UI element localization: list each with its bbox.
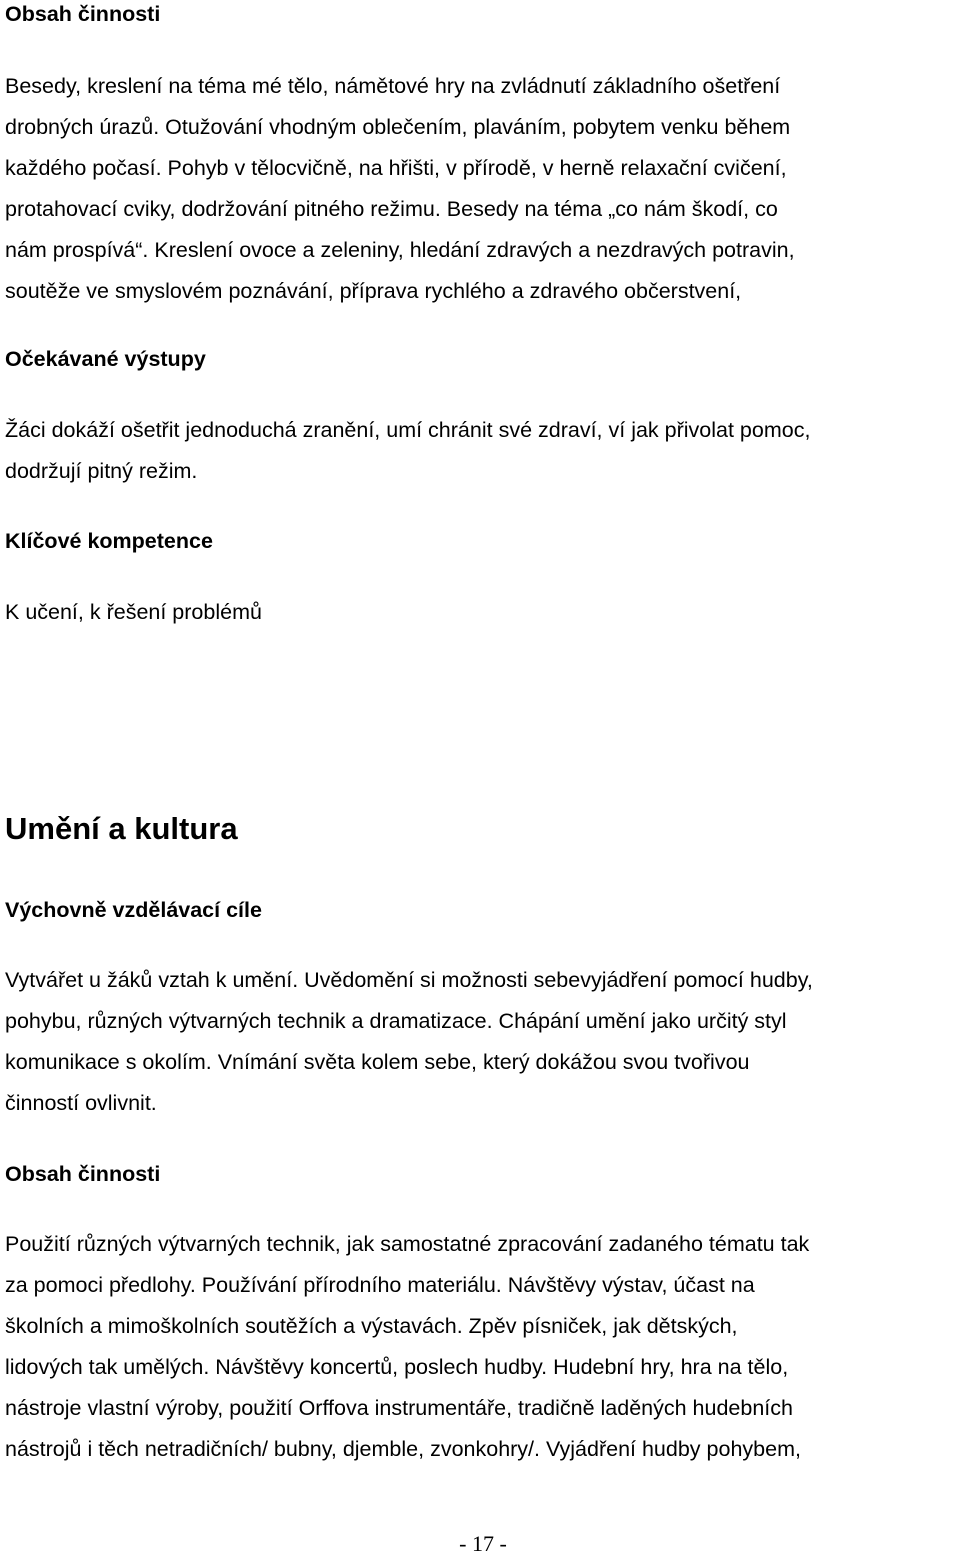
- paragraph-line: drobných úrazů. Otužování vhodným oblečením, plaváním, pobytem venku během: [5, 115, 791, 139]
- outputs-heading: Očekávané výstupy: [5, 347, 206, 371]
- paragraph-line: za pomoci předlohy. Používání přírodního materiálu. Návštěvy výstav, účast na: [5, 1273, 755, 1297]
- paragraph-line: nám prospívá“. Kreslení ovoce a zeleniny, hledání zdravých a nezdravých potravin,: [5, 238, 795, 262]
- paragraph-line: dodržují pitný režim.: [5, 459, 198, 483]
- outputs-paragraph: [5, 410, 810, 492]
- health-content-paragraph: [5, 66, 795, 312]
- paragraph-line: Použití různých výtvarných technik, jak samostatné zpracování zadaného tématu tak: [5, 1232, 810, 1256]
- art-content-paragraph: [5, 1224, 809, 1470]
- goals-paragraph: [5, 960, 813, 1124]
- paragraph-line: Vytvářet u žáků vztah k umění. Uvědomění si možnosti sebevyjádření pomocí hudby,: [5, 968, 813, 992]
- health-content-heading: Obsah činnosti: [5, 2, 161, 26]
- paragraph-line: Besedy, kreslení na téma mé tělo, námětové hry na zvládnutí základního ošetření: [5, 74, 781, 98]
- competences-text: K učení, k řešení problémů: [5, 600, 262, 624]
- paragraph-line: činností ovlivnit.: [5, 1091, 157, 1115]
- paragraph-line: soutěže ve smyslovém poznávání, příprava rychlého a zdravého občerstvení,: [5, 279, 742, 303]
- paragraph-line: školních a mimoškolních soutěžích a výstavách. Zpěv písniček, jak dětských,: [5, 1314, 738, 1338]
- art-culture-title: Umění a kultura: [5, 811, 238, 846]
- paragraph-line: nástroje vlastní výroby, použití Orffova instrumentáře, tradičně laděných hudebních: [5, 1396, 793, 1420]
- paragraph-line: každého počasí. Pohyb v tělocvičně, na hřišti, v přírodě, v herně relaxační cvičení,: [5, 156, 787, 180]
- paragraph-line: protahovací cviky, dodržování pitného režimu. Besedy na téma „co nám škodí, co: [5, 197, 778, 221]
- paragraph-line: lidových tak umělých. Návštěvy koncertů, poslech hudby. Hudební hry, hra na tělo,: [5, 1355, 789, 1379]
- paragraph-line: nástrojů i těch netradičních/ bubny, djemble, zvonkohry/. Vyjádření hudby pohybem,: [5, 1437, 801, 1461]
- page-number: - 17 -: [459, 1531, 507, 1556]
- paragraph-line: komunikace s okolím. Vnímání světa kolem sebe, který dokážou svou tvořivou: [5, 1050, 750, 1074]
- paragraph-line: pohybu, různých výtvarných technik a dramatizace. Chápání umění jako určitý styl: [5, 1009, 787, 1033]
- paragraph-line: Žáci dokáží ošetřit jednoduchá zranění, umí chránit své zdraví, ví jak přivolat pomoc,: [5, 418, 811, 442]
- art-content-heading: Obsah činnosti: [5, 1162, 161, 1186]
- competences-heading: Klíčové kompetence: [5, 529, 213, 553]
- goals-heading: Výchovně vzdělávací cíle: [5, 898, 262, 922]
